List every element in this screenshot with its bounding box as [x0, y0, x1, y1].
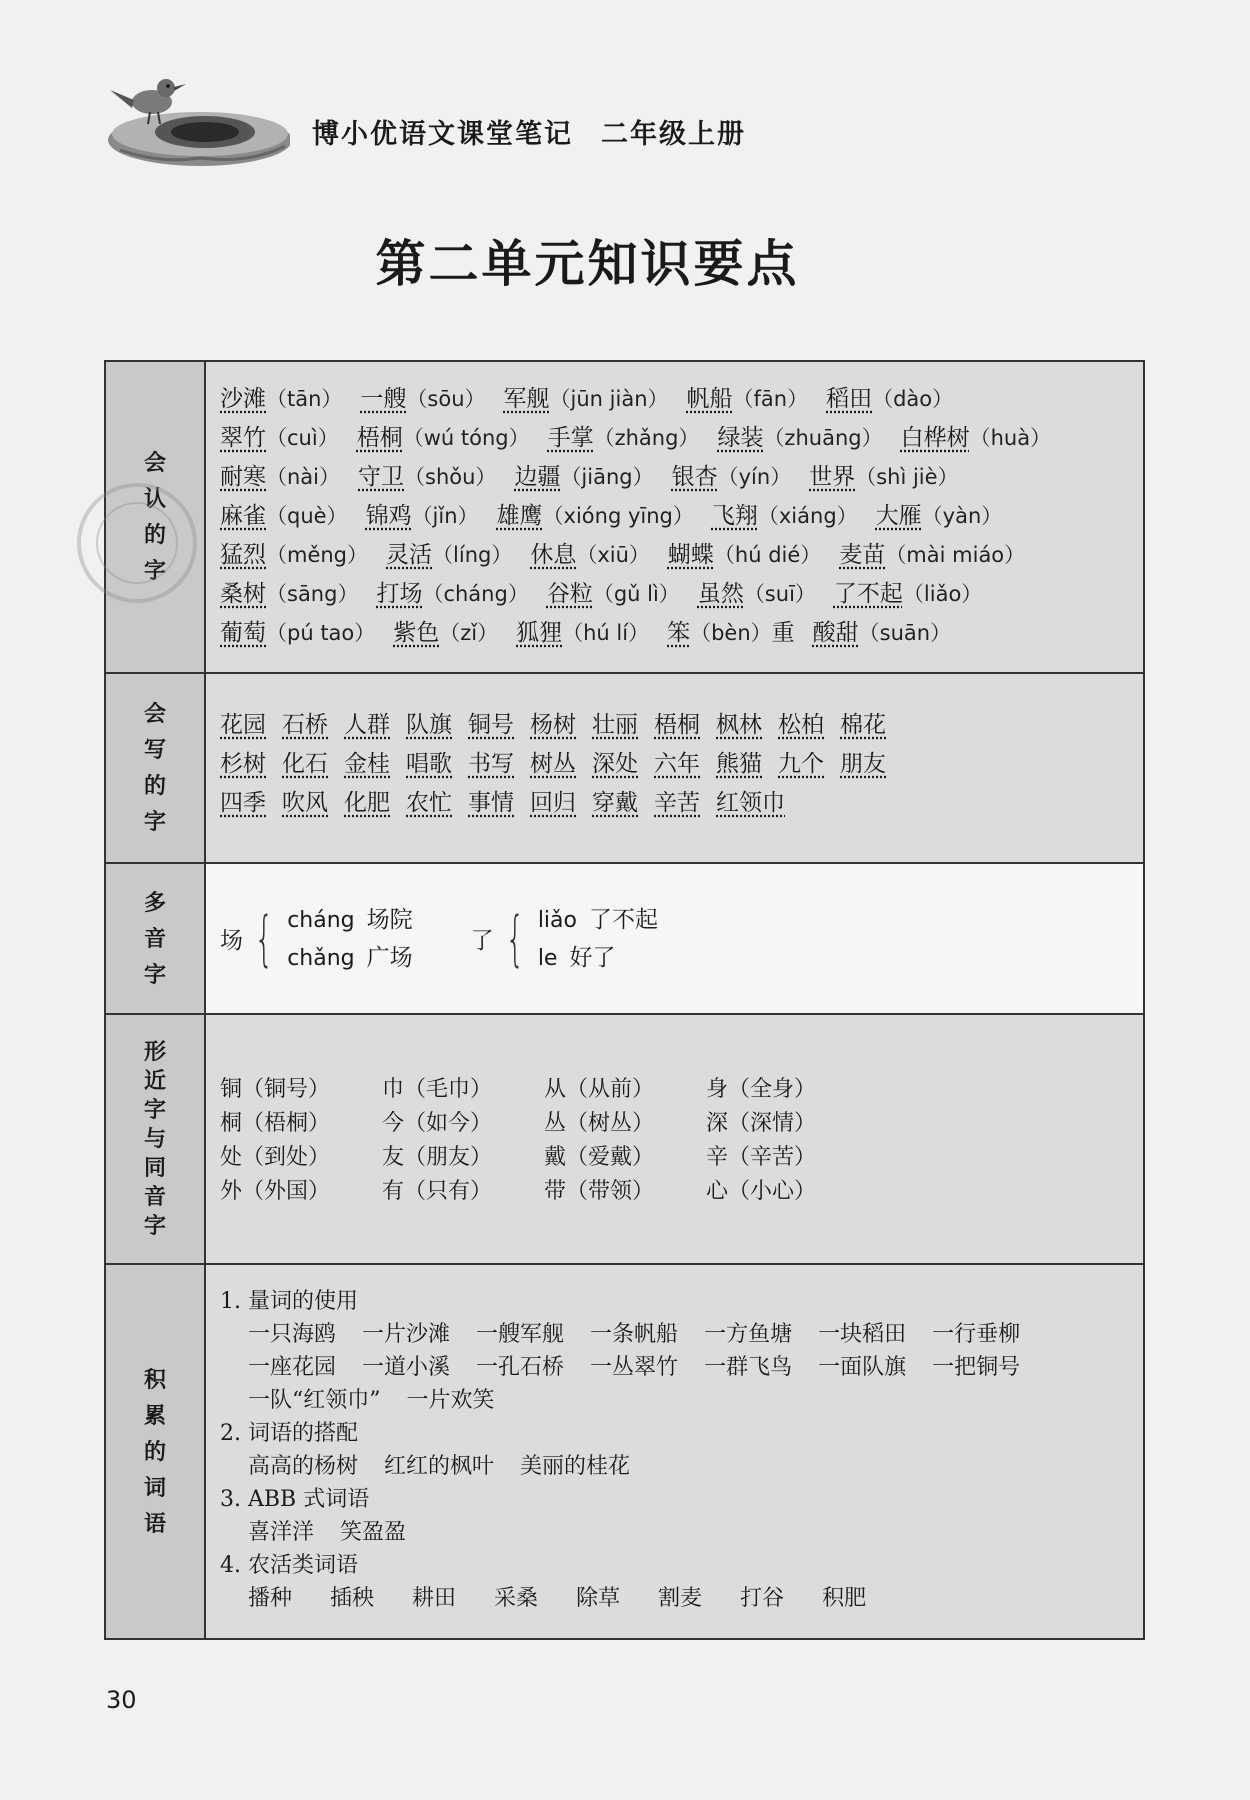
row-write-characters	[106, 674, 1143, 864]
measure-word-line-3	[220, 1384, 1129, 1417]
knowledge-table	[104, 360, 1145, 1640]
collocation-heading: 2. 词语的搭配	[220, 1421, 358, 1446]
vocab-item	[504, 380, 669, 419]
unit-title: 第二单元知识要点	[375, 234, 800, 293]
bird-on-well-illustration	[100, 60, 290, 170]
vocab-item	[220, 419, 339, 458]
measure-word-line-2	[220, 1351, 1129, 1384]
pinyin: （yàn）	[921, 504, 1003, 528]
vocab-item	[547, 575, 680, 614]
pinyin: （xióng yīng）	[542, 504, 694, 528]
similar-item: 有（只有）	[382, 1179, 493, 1204]
vocab-item	[366, 497, 479, 536]
write-content	[206, 674, 1143, 862]
vocab-word: 狐狸	[516, 620, 563, 646]
write-word: 化石	[282, 751, 328, 777]
pinyin: （jūn jiàn）	[549, 387, 669, 411]
row-label-polyphone: 多 音 字	[106, 864, 206, 1013]
pinyin: （fān）	[732, 387, 809, 411]
word-item: 割麦	[658, 1586, 703, 1611]
vocab-word: 边疆	[514, 464, 561, 490]
vocab-word: 酸甜	[812, 620, 859, 646]
polyphone-content	[206, 864, 1143, 1013]
page-header	[100, 60, 800, 170]
vocab-item	[386, 536, 512, 575]
write-word: 红领巾	[716, 790, 785, 816]
pinyin: （wú tóng）	[402, 426, 530, 450]
write-word: 枫林	[716, 712, 762, 738]
write-word: 花园	[220, 712, 266, 738]
vocab-word: 沙滩	[220, 386, 266, 412]
vocab-word: 军舰	[503, 386, 550, 412]
recognize-line	[220, 575, 1129, 614]
similar-item: 从（从前）	[544, 1077, 655, 1102]
similar-item: 巾（毛巾）	[382, 1077, 493, 1102]
recognize-line	[220, 497, 1129, 536]
word-item: 一队“红领巾”	[248, 1388, 381, 1413]
vocab-item	[220, 614, 375, 653]
pinyin: （nài）	[266, 465, 341, 489]
pinyin: （gǔ lì）	[592, 582, 680, 606]
vocab-word: 大雁	[875, 503, 922, 529]
similar-item: 处（到处）	[220, 1145, 331, 1170]
similar-line	[220, 1073, 1129, 1107]
recognize-line	[220, 419, 1129, 458]
row-label-accumulate: 积 累 的 词 语	[106, 1265, 206, 1638]
pinyin: （suān）	[858, 621, 952, 645]
vocab-word: 世界	[809, 464, 856, 490]
similar-line	[220, 1107, 1129, 1141]
pinyin: （què）	[266, 504, 348, 528]
write-word: 杨树	[530, 712, 576, 738]
vocab-word: 蝴蝶	[667, 542, 714, 568]
vocab-item	[548, 419, 700, 458]
row-recognize-characters	[106, 362, 1143, 674]
pinyin: （zhuāng）	[763, 426, 883, 450]
word-item: 笑盈盈	[340, 1520, 407, 1545]
farm-words-heading: 4. 农活类词语	[220, 1553, 358, 1578]
vocab-word: 一艘	[360, 386, 407, 412]
row-polyphone	[106, 864, 1143, 1015]
pinyin: （hú lí）	[562, 621, 650, 645]
word-item: 一道小溪	[362, 1355, 451, 1380]
similar-item: 戴（爱戴）	[544, 1145, 655, 1170]
write-word: 穿戴	[592, 790, 638, 816]
recognize-content	[206, 362, 1143, 672]
measure-word-heading: 1. 量词的使用	[220, 1289, 358, 1314]
abb-line	[220, 1516, 1129, 1549]
word-item: 高高的杨树	[248, 1454, 359, 1479]
vocab-word: 耐寒	[220, 464, 266, 490]
word-item: 除草	[576, 1586, 621, 1611]
write-word: 松柏	[778, 712, 824, 738]
similar-item: 今（如今）	[382, 1111, 493, 1136]
write-word: 四季	[220, 790, 266, 816]
pinyin: （suī）	[743, 582, 816, 606]
accumulate-content	[206, 1265, 1143, 1638]
word-item: 积肥	[822, 1586, 867, 1611]
vocab-item	[839, 536, 1025, 575]
write-word: 朋友	[840, 751, 886, 777]
pinyin: （jiāng）	[560, 465, 654, 489]
similar-item: 铜（铜号）	[220, 1077, 331, 1102]
pinyin: （xiáng）	[757, 504, 858, 528]
vocab-item	[809, 458, 958, 497]
word-item: 耕田	[412, 1586, 457, 1611]
vocab-item	[357, 419, 530, 458]
vocab-item	[376, 575, 528, 614]
similar-line	[220, 1175, 1129, 1209]
recognize-line	[220, 458, 1129, 497]
similar-line	[220, 1141, 1129, 1175]
word-item: 红红的枫叶	[384, 1454, 495, 1479]
vocab-word-suffix: 重	[771, 620, 795, 646]
brace-icon: {	[505, 903, 525, 974]
word-item: 美丽的桂花	[520, 1454, 631, 1479]
vocab-item	[497, 497, 694, 536]
write-word: 杉树	[220, 751, 266, 777]
similar-content	[206, 1015, 1143, 1263]
write-word: 熊猫	[716, 751, 762, 777]
write-word: 化肥	[344, 790, 390, 816]
pinyin: （yín）	[717, 465, 792, 489]
vocab-word: 麻雀	[220, 503, 266, 529]
vocab-item	[220, 575, 358, 614]
pinyin: （dào）	[872, 387, 954, 411]
word-item: 一方鱼塘	[704, 1322, 793, 1347]
vocab-word: 葡萄	[220, 620, 266, 646]
vocab-word: 帆船	[686, 386, 733, 412]
header-title	[312, 112, 746, 151]
vocab-item	[220, 380, 342, 419]
vocab-word: 休息	[530, 542, 577, 568]
vocab-item	[516, 614, 649, 653]
pinyin: （liǎo）	[902, 582, 983, 606]
word-item: 播种	[248, 1586, 293, 1611]
recognize-line	[220, 614, 1129, 653]
pinyin: （cháng）	[422, 582, 529, 606]
pinyin: （zǐ）	[439, 621, 499, 645]
vocab-item	[672, 458, 792, 497]
pinyin: （pú tao）	[266, 621, 376, 645]
pinyin: （huà）	[969, 426, 1052, 450]
vocab-word: 桑树	[220, 581, 266, 607]
abb-heading: 3. ABB 式词语	[220, 1487, 370, 1512]
vocab-item	[668, 536, 821, 575]
vocab-item	[514, 458, 653, 497]
vocab-word: 谷粒	[546, 581, 593, 607]
vocab-word: 紫色	[393, 620, 440, 646]
vocab-item	[220, 536, 368, 575]
word-item: 一只海鸥	[248, 1322, 337, 1347]
write-word: 辛苦	[654, 790, 700, 816]
brace-icon: {	[254, 903, 274, 974]
write-word: 九个	[778, 751, 824, 777]
vocab-item	[712, 497, 858, 536]
word-item: 采桑	[494, 1586, 539, 1611]
vocab-item	[698, 575, 816, 614]
pinyin: （mài miáo）	[885, 543, 1026, 567]
measure-word-line-1	[220, 1318, 1129, 1351]
write-word: 金桂	[344, 751, 390, 777]
pinyin: （shǒu）	[404, 465, 497, 489]
write-word: 棉花	[840, 712, 886, 738]
pinyin: （jǐn）	[411, 504, 479, 528]
write-line	[220, 745, 1129, 784]
word-item: 一块稻田	[818, 1322, 907, 1347]
vocab-word: 手掌	[547, 425, 594, 451]
polyphone-group-liao: 了 { liǎo 了不起 le 好了	[470, 903, 658, 974]
row-similar-characters	[106, 1015, 1143, 1265]
collocation-line	[220, 1450, 1129, 1483]
pinyin: （shì jiè）	[855, 465, 959, 489]
similar-item: 桐（梧桐）	[220, 1111, 331, 1136]
vocab-item	[360, 380, 485, 419]
vocab-word: 飞翔	[711, 503, 758, 529]
vocab-word: 猛烈	[220, 542, 266, 568]
write-word: 书写	[468, 751, 514, 777]
vocab-word: 灵活	[386, 542, 433, 568]
pinyin: （sāng）	[266, 582, 359, 606]
vocab-word: 雄鹰	[496, 503, 543, 529]
word-item: 一片沙滩	[362, 1322, 451, 1347]
vocab-word: 稻田	[826, 386, 873, 412]
farm-words-line	[220, 1582, 1129, 1615]
polyphone-group-chang: 场 { cháng 场院 chǎng 广场	[220, 903, 413, 974]
vocab-item	[358, 458, 496, 497]
recognize-line	[220, 536, 1129, 575]
similar-item: 带（带领）	[544, 1179, 655, 1204]
vocab-item	[717, 419, 882, 458]
write-word: 石桥	[282, 712, 328, 738]
word-item: 一丛翠竹	[590, 1355, 679, 1380]
vocab-word: 白桦树	[900, 425, 970, 451]
word-item: 一条帆船	[590, 1322, 679, 1347]
row-label-similar: 形 近 字 与 同 音 字	[106, 1015, 206, 1263]
row-label-write: 会 写 的 字	[106, 674, 206, 862]
write-word: 事情	[468, 790, 514, 816]
word-item: 插秧	[330, 1586, 375, 1611]
vocab-word: 绿装	[717, 425, 764, 451]
write-line	[220, 706, 1129, 745]
vocab-word: 守卫	[358, 464, 405, 490]
vocab-item	[667, 614, 795, 653]
watermark-stamp-icon	[72, 478, 202, 608]
write-line	[220, 784, 1129, 823]
word-item: 喜洋洋	[248, 1520, 315, 1545]
vocab-item	[901, 419, 1052, 458]
word-item: 一把铜号	[932, 1355, 1021, 1380]
word-item: 打谷	[740, 1586, 785, 1611]
vocab-word: 麦苗	[839, 542, 886, 568]
word-item: 一艘军舰	[476, 1322, 565, 1347]
vocab-word: 笨	[667, 620, 691, 646]
pinyin: （xiū）	[576, 543, 650, 567]
vocab-word: 了不起	[833, 581, 903, 607]
vocab-item	[826, 380, 953, 419]
similar-item: 深（深情）	[706, 1111, 817, 1136]
vocab-item	[393, 614, 498, 653]
similar-item: 外（外国）	[220, 1179, 331, 1204]
vocab-word: 虽然	[697, 581, 744, 607]
vocab-item	[687, 380, 809, 419]
vocab-word: 银杏	[671, 464, 718, 490]
pinyin: （měng）	[266, 543, 369, 567]
book-title: 博小优语文课堂笔记	[312, 119, 573, 150]
similar-item: 丛（树丛）	[544, 1111, 655, 1136]
write-word: 树丛	[530, 751, 576, 777]
word-item: 一座花园	[248, 1355, 337, 1380]
write-word: 壮丽	[592, 712, 638, 738]
word-item: 一片欢笑	[406, 1388, 495, 1413]
word-item: 一行垂柳	[932, 1322, 1021, 1347]
vocab-item	[220, 458, 340, 497]
pinyin: （hú dié）	[713, 543, 822, 567]
page-number: 30	[106, 1686, 137, 1714]
vocab-item	[813, 614, 951, 653]
write-word: 铜号	[468, 712, 514, 738]
row-accumulate-words	[106, 1265, 1143, 1638]
word-item: 一面队旗	[818, 1355, 907, 1380]
write-word: 梧桐	[654, 712, 700, 738]
write-word: 六年	[654, 751, 700, 777]
vocab-word: 锦鸡	[365, 503, 412, 529]
similar-item: 身（全身）	[706, 1077, 817, 1102]
similar-item: 友（朋友）	[382, 1145, 493, 1170]
similar-item: 心（小心）	[706, 1179, 817, 1204]
pinyin: （bèn）	[690, 621, 772, 645]
vocab-word: 打场	[376, 581, 423, 607]
vocab-item	[530, 536, 650, 575]
recognize-line	[220, 380, 1129, 419]
vocab-item	[834, 575, 982, 614]
word-item: 一孔石桥	[476, 1355, 565, 1380]
pinyin: （zhǎng）	[593, 426, 700, 450]
row-label-recognize: 会 认 的 字	[106, 362, 206, 672]
write-word: 唱歌	[406, 751, 452, 777]
write-word: 人群	[344, 712, 390, 738]
similar-item: 辛（辛苦）	[706, 1145, 817, 1170]
write-word: 回归	[530, 790, 576, 816]
word-item: 一群飞鸟	[704, 1355, 793, 1380]
vocab-item	[220, 497, 348, 536]
write-word: 队旗	[406, 712, 452, 738]
pinyin: （cuì）	[266, 426, 339, 450]
pinyin: （tān）	[266, 387, 343, 411]
write-word: 农忙	[406, 790, 452, 816]
vocab-item	[876, 497, 1003, 536]
write-word: 吹风	[282, 790, 328, 816]
pinyin: （líng）	[432, 543, 513, 567]
vocab-word: 梧桐	[356, 425, 403, 451]
pinyin: （sōu）	[406, 387, 486, 411]
vocab-word: 翠竹	[220, 425, 266, 451]
write-word: 深处	[592, 751, 638, 777]
grade-label: 二年级上册	[601, 119, 746, 150]
